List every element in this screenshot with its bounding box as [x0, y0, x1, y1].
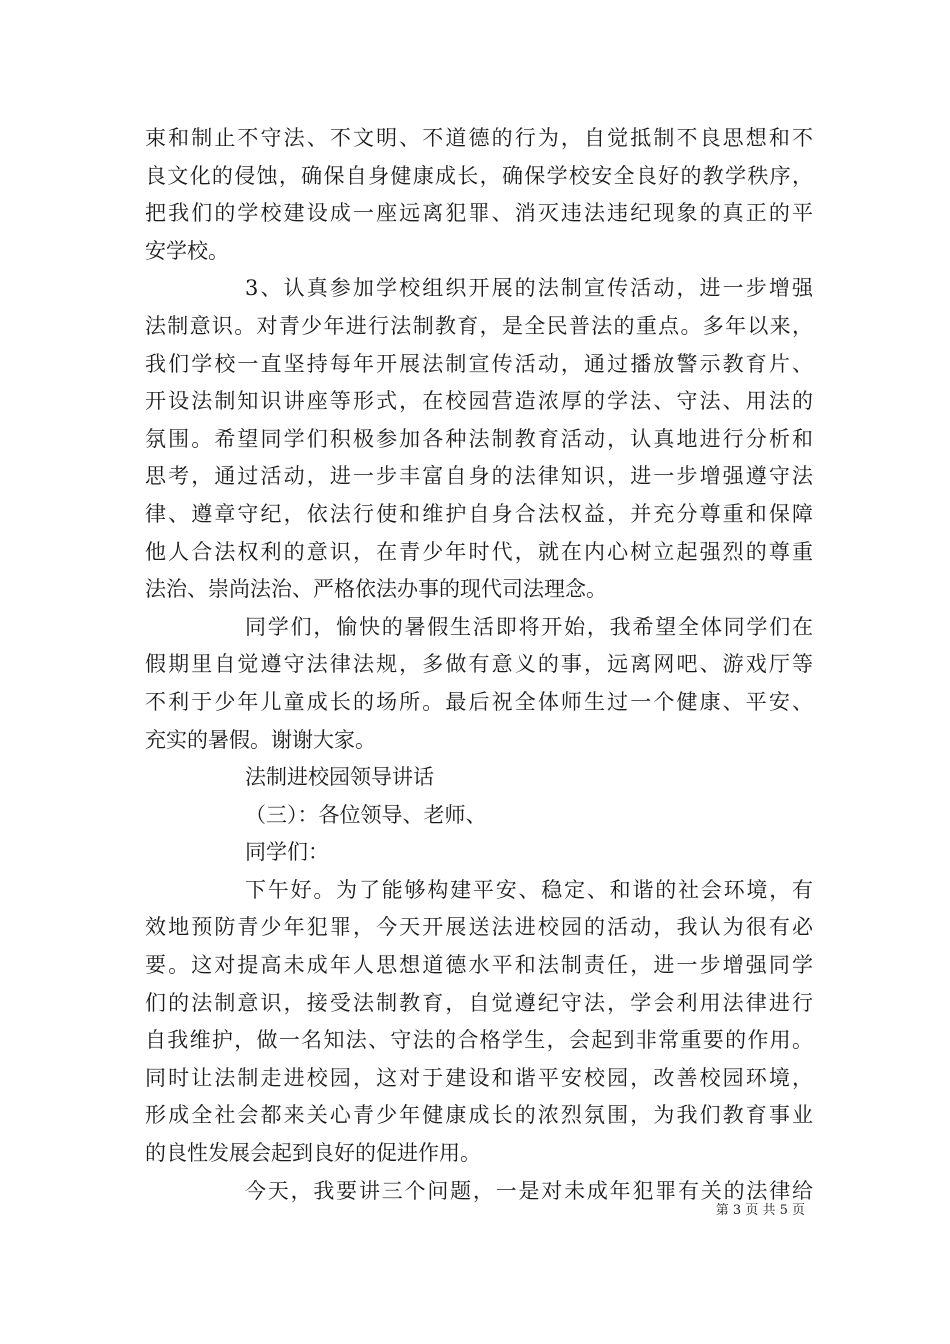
text-line: 们的法制意识，接受法制教育，自觉遵纪守法，学会利用法律进行 [145, 990, 813, 1015]
text-line: 把我们的学校建设成一座远离犯罪、消灭违法违纪现象的真正的平 [145, 201, 813, 226]
text-line: 律、遵章守纪，依法行使和维护自身合法权益，并充分尊重和保障 [145, 501, 813, 526]
text-line: 同时让法制走进校园，这对于建设和谐平安校园，改善校园环境， [145, 1065, 813, 1090]
text-line: 束和制止不守法、不文明、不道德的行为，自觉抵制不良思想和不 [145, 126, 813, 150]
text-line: 要。这对提高未成年人思想道德水平和法制责任，进一步增强同学 [145, 953, 813, 978]
text-line: 不利于少年儿童成长的场所。最后祝全体师生过一个健康、平安、 [145, 689, 813, 714]
text-line: 法制进校园领导讲话 [245, 765, 434, 790]
text-line: 效地预防青少年犯罪，今天开展送法进校园的活动，我认为很有必 [145, 915, 813, 940]
text-line: 开设法制知识讲座等形式，在校园营造浓厚的学法、守法、用法的 [145, 389, 813, 414]
text-line: 自我维护，做一名知法、守法的合格学生，会起到非常重要的作用。 [145, 1028, 813, 1053]
text-line: 法治、崇尚法治、严格依法办事的现代司法理念。 [145, 577, 607, 602]
text-line: 他人合法权利的意识，在青少年时代，就在内心树立起强烈的尊重 [145, 539, 813, 564]
text-line: 安学校。 [145, 238, 229, 263]
text-line: 今天，我要讲三个问题，一是对未成年犯罪有关的法律给 [245, 1178, 813, 1203]
text-line: 同学们： [245, 840, 329, 865]
text-line: 的良性发展会起到良好的促进作用。 [145, 1141, 481, 1166]
text-line: 形成全社会都来关心青少年健康成长的浓烈氛围，为我们教育事业 [145, 1103, 813, 1128]
text-line: 同学们，愉快的暑假生活即将开始，我希望全体同学们在 [245, 614, 813, 639]
document-body [145, 120, 813, 1210]
text-line: 下午好。为了能够构建平安、稳定、和谐的社会环境，有 [245, 877, 813, 902]
text-line: （三）：各位领导、老师、 [245, 802, 487, 827]
text-line: 假期里自觉遵守法律法规，多做有意义的事，远离网吧、游戏厅等 [145, 652, 813, 677]
text-line: 法制意识。对青少年进行法制教育，是全民普法的重点。多年以来， [145, 313, 813, 338]
text-line: 我们学校一直坚持每年开展法制宣传活动，通过播放警示教育片、 [145, 351, 813, 376]
page-footer: 第 3 页 共 5 页 [715, 1203, 805, 1218]
text-line: 思考，通过活动，进一步丰富自身的法律知识，进一步增强遵守法 [145, 464, 813, 489]
text-line: 充实的暑假。谢谢大家。 [145, 727, 376, 752]
text-line: 氛围。希望同学们积极参加各种法制教育活动，认真地进行分析和 [145, 426, 813, 451]
text-line: 良文化的侵蚀，确保自身健康成长，确保学校安全良好的教学秩序， [145, 163, 813, 188]
text-line: 3、认真参加学校组织开展的法制宣传活动，进一步增强 [245, 276, 813, 301]
